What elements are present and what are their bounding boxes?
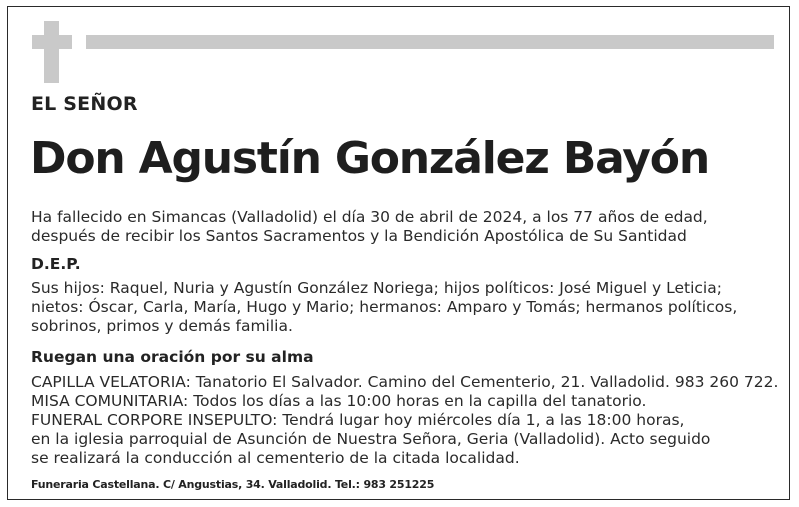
text-line: después de recibir los Santos Sacramentos y la Bendición Apostólica de Su Santidad: [31, 227, 687, 245]
dep-label: D.E.P.: [31, 255, 81, 273]
obituary-notice: [7, 6, 790, 500]
text-line: Ha fallecido en Simancas (Valladolid) el día 30 de abril de 2024, a los 77 años de edad,: [31, 208, 708, 226]
prayer-request: Ruegan una oración por su alma: [31, 348, 314, 366]
service-details: [31, 373, 778, 468]
text-line: CAPILLA VELATORIA: Tanatorio El Salvador. Camino del Cementerio, 21. Valladolid. 983 260 722.: [31, 373, 779, 391]
text-line: se realizará la conducción al cementerio de la citada localidad.: [31, 449, 520, 467]
text-line: sobrinos, primos y demás familia.: [31, 317, 293, 335]
text-line: nietos: Óscar, Carla, María, Hugo y Mario; hermanos: Amparo y Tomás; hermanos políticos,: [31, 298, 738, 316]
text-line: en la iglesia parroquial de Asunción de Nuestra Señora, Geria (Valladolid). Acto seguido: [31, 430, 711, 448]
text-line: MISA COMUNITARIA: Todos los días a las 10:00 horas en la capilla del tanatorio.: [31, 392, 647, 410]
cross-icon-arm: [32, 35, 72, 49]
death-announcement: [31, 208, 708, 246]
header-bar: [86, 35, 774, 49]
text-line: FUNERAL CORPORE INSEPULTO: Tendrá lugar hoy miércoles día 1, a las 18:00 horas,: [31, 411, 685, 429]
funeral-home-footer: Funeraria Castellana. C/ Angustias, 34. Valladolid. Tel.: 983 251225: [31, 478, 435, 491]
cross-icon: [44, 21, 59, 83]
deceased-name: Don Agustín González Bayón: [30, 133, 709, 184]
text-line: Sus hijos: Raquel, Nuria y Agustín González Noriega; hijos políticos: José Miguel y Leticia;: [31, 279, 722, 297]
intro-label: EL SEÑOR: [31, 93, 138, 115]
family-list: [31, 279, 737, 336]
